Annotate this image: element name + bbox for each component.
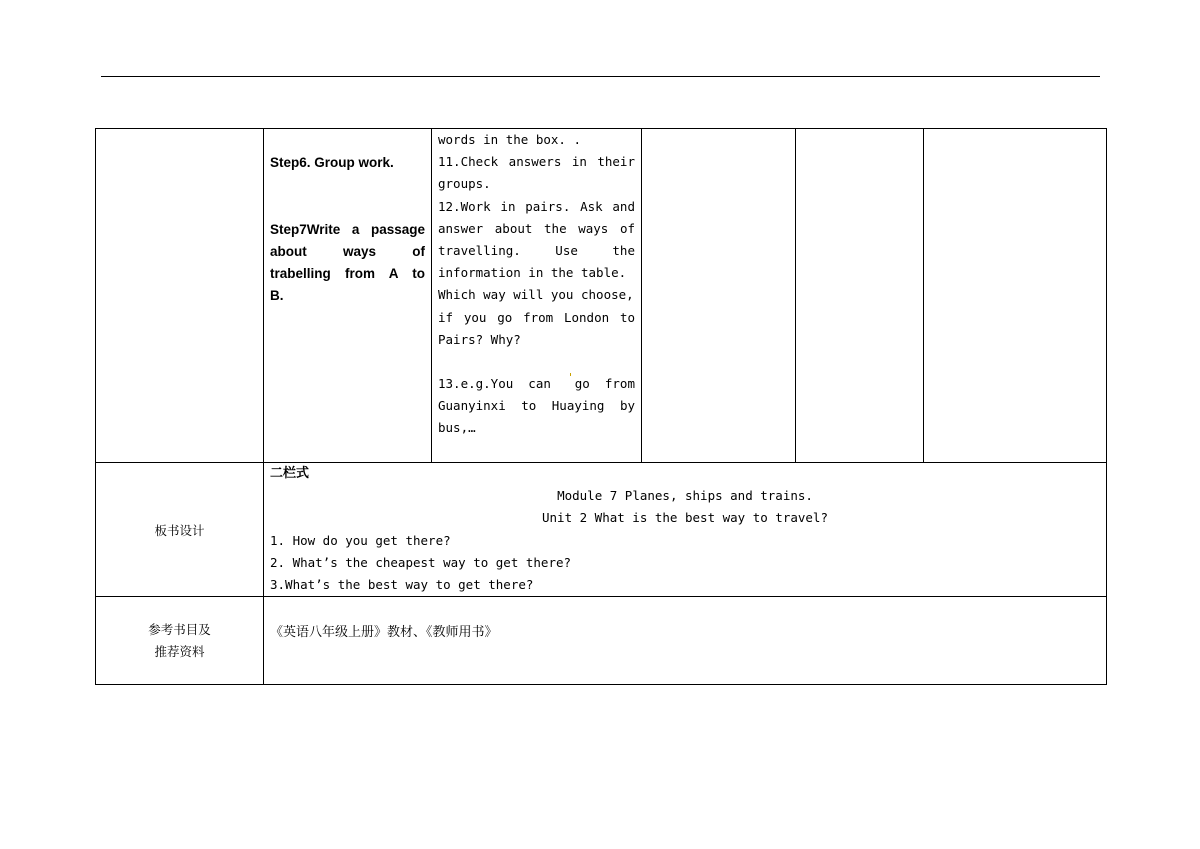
procedure-blank-cell	[96, 129, 264, 463]
board-question: 3.What’s the best way to get there?	[270, 576, 534, 592]
activity-line: if you go from London to	[438, 309, 635, 325]
references-label-line: 参考书目及	[148, 621, 211, 637]
procedure-blank-cell	[796, 129, 924, 463]
activities-cell	[432, 129, 642, 463]
activity-line: words in the box. .	[438, 132, 581, 147]
activity-line: information in the table.	[438, 265, 627, 281]
activity-line: 12.Work in pairs. Ask and	[438, 198, 635, 214]
procedure-row	[96, 129, 1107, 463]
board-design-content	[264, 463, 1107, 597]
procedure-blank-cell	[642, 129, 796, 463]
board-design-label: 板书设计	[96, 463, 264, 597]
activity-line: answer about the ways of	[438, 220, 635, 236]
step7-line: about ways of	[270, 243, 425, 259]
activity-line: Which way will you choose,	[438, 287, 634, 303]
steps-cell	[264, 129, 432, 463]
board-module-title: Module 7 Planes, ships and trains.	[557, 488, 813, 504]
header-rule	[101, 76, 1100, 77]
activity-line: bus,…	[438, 420, 476, 436]
step6-text: Step6. Group work.	[270, 155, 394, 170]
activity-line	[438, 351, 635, 373]
step7-line: trabelling from A to	[270, 265, 425, 281]
references-label-line: 推荐资料	[154, 643, 205, 659]
activity-line: Pairs? Why?	[438, 331, 521, 347]
references-content	[264, 597, 1107, 685]
board-unit-title: Unit 2 What is the best way to travel?	[542, 510, 828, 526]
activity-13-head: 13.e.g.You can	[438, 376, 566, 392]
board-question: 1. How do you get there?	[270, 532, 451, 548]
activity-line: travelling. Use the	[438, 242, 635, 258]
board-design-row	[96, 463, 1107, 597]
board-question: 2. What’s the cheapest way to get there?	[270, 554, 572, 570]
activity-line: Guanyinxi to Huaying by	[438, 398, 635, 414]
step7-line: Step7Write a passage	[270, 221, 425, 237]
references-label	[96, 597, 264, 685]
procedure-blank-cell	[924, 129, 1107, 463]
references-row	[96, 597, 1107, 685]
lesson-plan-table	[95, 128, 1107, 685]
stray-mark-dot	[570, 373, 571, 376]
step7-line: B.	[270, 288, 284, 304]
activity-13-line	[438, 373, 635, 395]
references-text: 《英语八年级上册》教材、《教师用书》	[270, 625, 498, 641]
activity-line: 11.Check answers in their	[438, 154, 635, 170]
activity-13-tail: go from	[574, 376, 635, 392]
activity-line: groups.	[438, 176, 491, 192]
board-design-title: 二栏式	[270, 466, 310, 481]
